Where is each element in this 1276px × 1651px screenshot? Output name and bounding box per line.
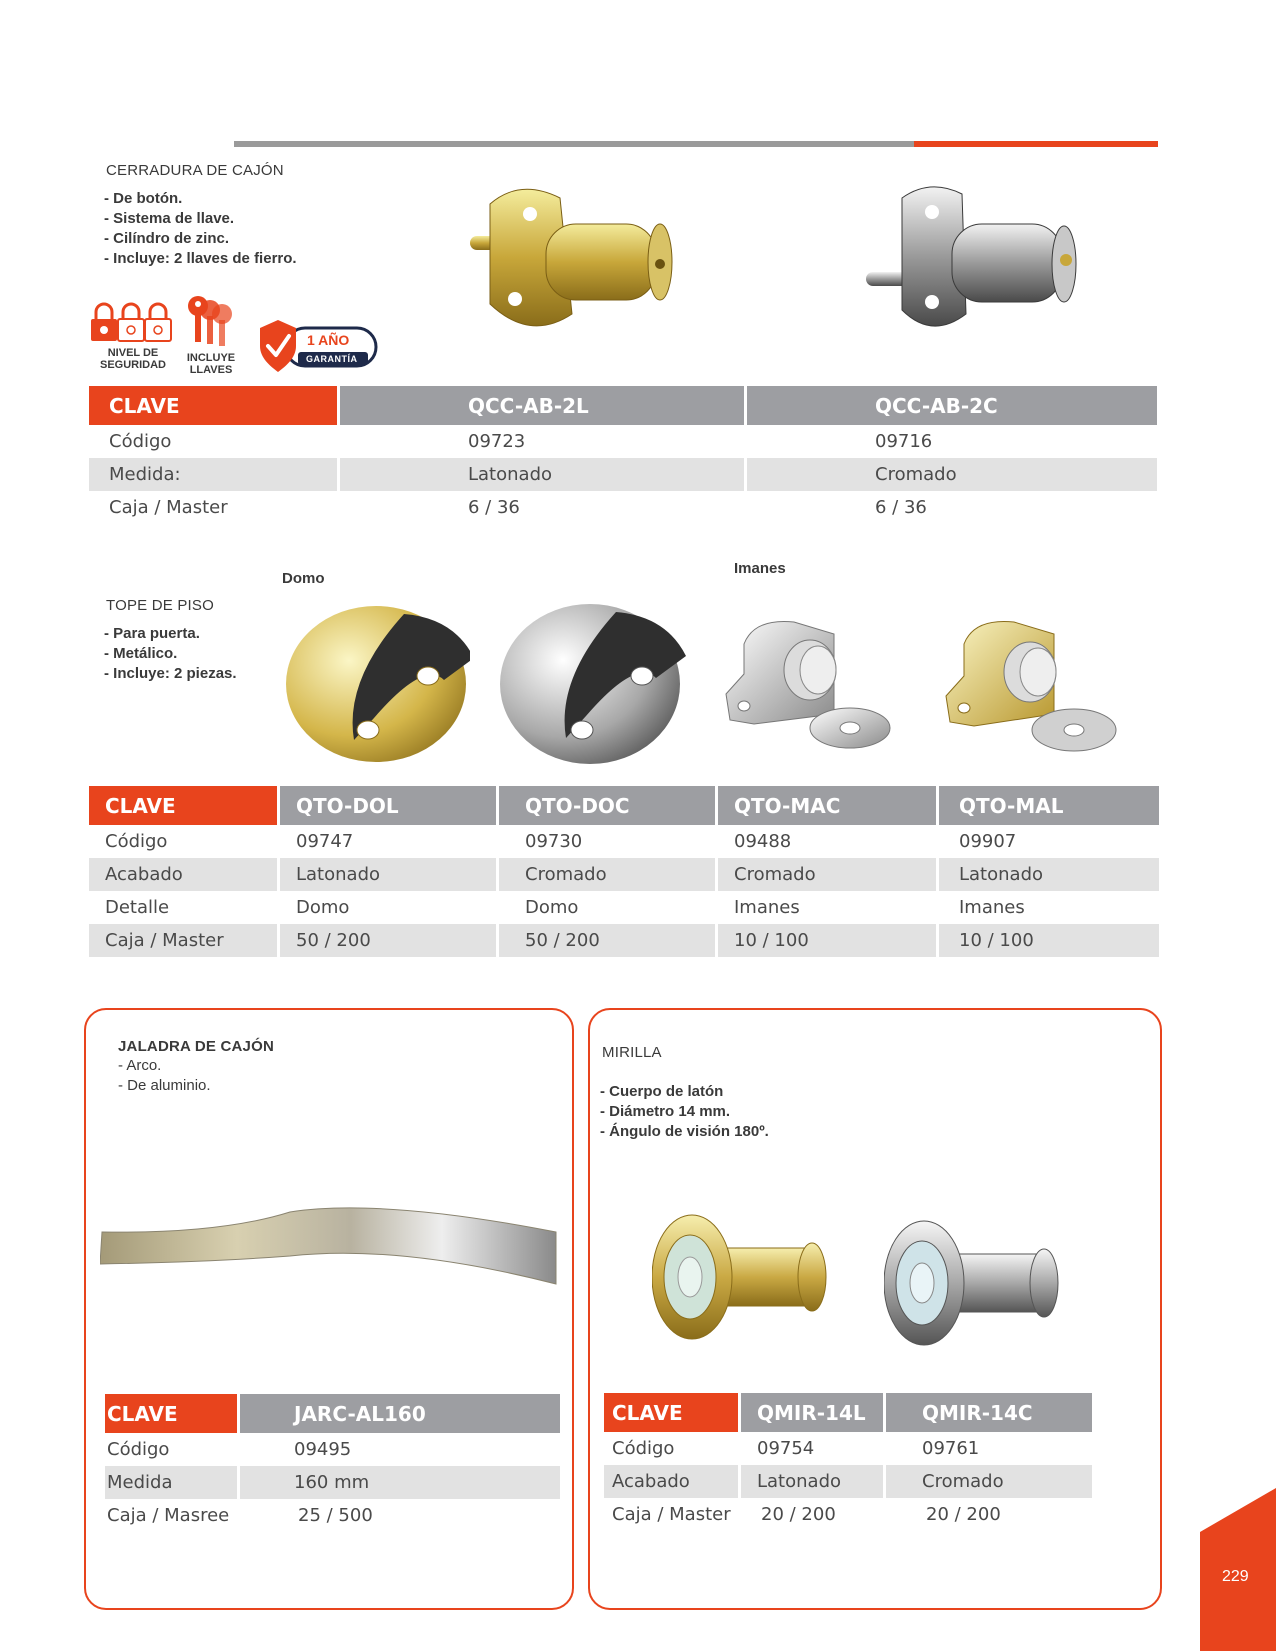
table-cell: 09716 xyxy=(875,431,933,452)
table-cell: 09907 xyxy=(959,831,1017,852)
section-title-bold: CERRADURA xyxy=(106,162,202,179)
table-cell: 09730 xyxy=(525,831,583,852)
table-cell: 50 / 200 xyxy=(280,924,496,957)
table-cell: 09723 xyxy=(468,431,526,452)
table-cell: 09495 xyxy=(294,1439,352,1460)
table-cell: 6 / 36 xyxy=(875,497,927,518)
table-cell: 09488 xyxy=(734,831,792,852)
warranty-label: GARANTÍA xyxy=(306,354,358,364)
padlock-security-icon xyxy=(88,298,178,350)
row-label: Código xyxy=(612,1438,675,1459)
drawer-lock-chrome-image xyxy=(862,184,1092,344)
table-cell: 25 / 500 xyxy=(298,1505,373,1526)
table-row xyxy=(89,491,1157,524)
table-header-row xyxy=(89,786,1159,825)
section-title-mirilla: MIRILLA xyxy=(602,1044,662,1061)
page-number: 229 xyxy=(1222,1568,1249,1585)
row-label: Caja / Masree xyxy=(107,1505,230,1526)
table-row xyxy=(89,458,1157,491)
table-cell: Cromado xyxy=(886,1465,1092,1498)
table-header-row xyxy=(604,1393,1092,1432)
door-stop-dome-chrome-image xyxy=(496,598,686,766)
feature-list-mirilla xyxy=(600,1082,769,1142)
header-clave: CLAVE xyxy=(105,1394,237,1433)
keys-icon xyxy=(186,294,236,352)
table-row xyxy=(89,924,1159,957)
section-title-tope: TOPE DE PISO xyxy=(106,597,214,614)
table-row xyxy=(89,425,1157,458)
drawer-lock-brass-image xyxy=(460,184,700,344)
table-row xyxy=(604,1465,1092,1498)
table-cell: 10 / 100 xyxy=(718,924,936,957)
table-row xyxy=(105,1466,560,1499)
header-product: JARC-AL160 xyxy=(240,1394,560,1433)
header-product: QCC-AB-2L xyxy=(340,386,744,425)
row-label: Detalle xyxy=(105,897,170,918)
header-product: QTO-DOC xyxy=(499,786,715,825)
table-cell: Domo xyxy=(296,897,350,918)
table-cell: 6 / 36 xyxy=(468,497,520,518)
table-cell: 10 / 100 xyxy=(939,924,1159,957)
door-viewer-brass-image xyxy=(652,1212,832,1342)
table-cell: 20 / 200 xyxy=(761,1504,836,1525)
drawer-pull-arc-image xyxy=(100,1204,560,1294)
row-label: Caja / Master xyxy=(89,924,277,957)
row-label: Código xyxy=(109,431,172,452)
feature-item: - Ángulo de visión 180º. xyxy=(600,1123,769,1140)
header-product: QTO-MAC xyxy=(718,786,936,825)
security-label xyxy=(86,347,180,371)
security-label-line: SEGURIDAD xyxy=(99,359,166,371)
feature-item: - Metálico. xyxy=(104,645,178,662)
table-header-row xyxy=(89,386,1157,425)
table-cell: 09747 xyxy=(296,831,354,852)
feature-item: - De botón. xyxy=(104,190,183,207)
table-row xyxy=(604,1432,1092,1465)
table-cell: Latonado xyxy=(340,458,744,491)
table-row xyxy=(89,858,1159,891)
feature-list-tope xyxy=(104,624,237,684)
feature-item: - Cilíndro de zinc. xyxy=(104,230,230,247)
row-label: Código xyxy=(107,1439,170,1460)
feature-item: - Diámetro 14 mm. xyxy=(600,1103,731,1120)
door-stop-magnet-chrome-image xyxy=(724,614,894,754)
table-cell: 09754 xyxy=(757,1438,815,1459)
header-product: QCC-AB-2C xyxy=(747,386,1157,425)
table-cell: 09761 xyxy=(922,1438,980,1459)
feature-item: - De aluminio. xyxy=(118,1077,211,1094)
table-row xyxy=(105,1433,560,1466)
header-product: QTO-MAL xyxy=(939,786,1159,825)
spec-table-cerradura xyxy=(86,386,1160,524)
header-product: QMIR-14C xyxy=(886,1393,1092,1432)
table-cell: Imanes xyxy=(734,897,800,918)
header-product: QMIR-14L xyxy=(741,1393,883,1432)
door-stop-magnet-brass-image xyxy=(944,614,1120,758)
table-cell: 50 / 200 xyxy=(499,924,715,957)
table-header-row xyxy=(105,1394,560,1433)
spec-table-tope xyxy=(86,786,1162,957)
table-cell: 160 mm xyxy=(240,1466,560,1499)
section-title-rest: DE CAJÓN xyxy=(201,162,284,179)
table-cell: Domo xyxy=(525,897,579,918)
table-cell: 20 / 200 xyxy=(926,1504,1001,1525)
keys-label xyxy=(178,352,244,376)
feature-item: - Cuerpo de latón xyxy=(600,1083,724,1100)
table-cell: Cromado xyxy=(499,858,715,891)
table-cell: Latonado xyxy=(741,1465,883,1498)
header-clave: CLAVE xyxy=(89,386,337,425)
table-row xyxy=(89,825,1159,858)
table-cell: Cromado xyxy=(747,458,1157,491)
feature-item: - Arco. xyxy=(118,1057,162,1074)
spec-table-mirilla xyxy=(601,1393,1095,1531)
top-rule-gray xyxy=(234,141,914,147)
door-viewer-chrome-image xyxy=(884,1220,1064,1350)
feature-list-cerradura xyxy=(104,189,297,269)
table-row xyxy=(89,891,1159,924)
table-cell: Latonado xyxy=(939,858,1159,891)
row-label: Código xyxy=(105,831,168,852)
caption-imanes: Imanes xyxy=(734,560,786,577)
feature-item: - Incluye: 2 piezas. xyxy=(104,665,237,682)
row-label: Medida: xyxy=(89,458,337,491)
header-product: QTO-DOL xyxy=(280,786,496,825)
feature-item: - Para puerta. xyxy=(104,625,200,642)
feature-item: - Sistema de llave. xyxy=(104,210,235,227)
feature-item: - Incluye: 2 llaves de fierro. xyxy=(104,250,297,267)
table-cell: Latonado xyxy=(280,858,496,891)
table-row xyxy=(105,1499,560,1532)
header-clave: CLAVE xyxy=(604,1393,738,1432)
row-label: Caja / Master xyxy=(109,497,228,518)
keys-label-line: LLAVES xyxy=(189,364,233,376)
section-title-jaladra: JALADRA DE CAJÓN xyxy=(118,1038,274,1055)
warranty-years: 1 AÑO xyxy=(307,332,350,348)
top-rule-orange xyxy=(914,141,1158,147)
table-cell: Imanes xyxy=(959,897,1025,918)
door-stop-dome-brass-image xyxy=(284,600,470,766)
section-title-cerradura xyxy=(106,162,284,179)
security-label-line: NIVEL DE xyxy=(107,347,159,359)
row-label: Caja / Master xyxy=(612,1504,731,1525)
spec-table-jaladra xyxy=(102,1394,563,1532)
keys-label-line: INCLUYE xyxy=(186,352,236,364)
caption-domo: Domo xyxy=(282,570,325,587)
header-clave: CLAVE xyxy=(89,786,277,825)
table-cell: Cromado xyxy=(718,858,936,891)
row-label: Medida xyxy=(105,1466,237,1499)
row-label: Acabado xyxy=(89,858,277,891)
feature-list-jaladra xyxy=(118,1056,211,1096)
table-row xyxy=(604,1498,1092,1531)
row-label: Acabado xyxy=(604,1465,738,1498)
